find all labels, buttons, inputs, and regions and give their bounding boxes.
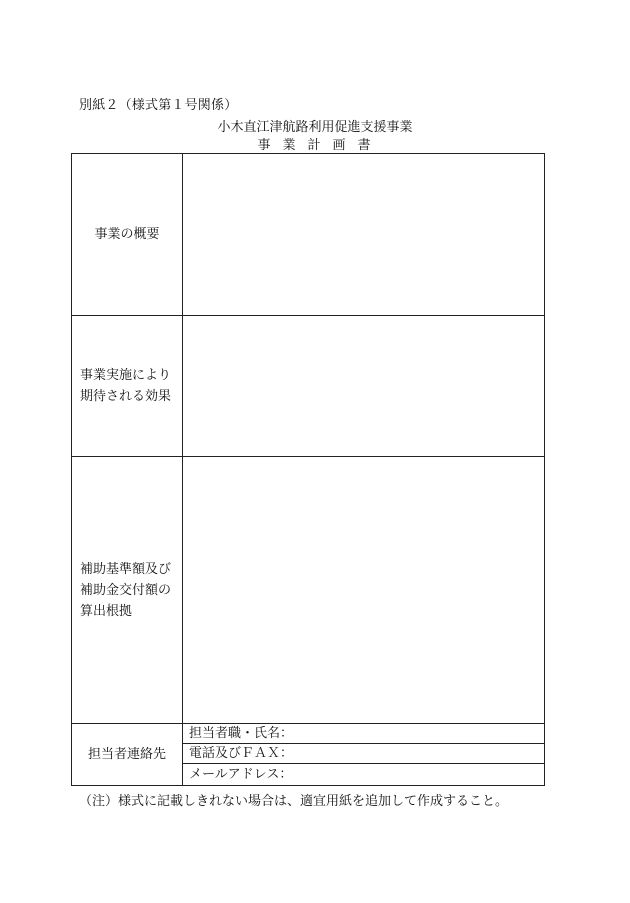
basis-label-line2: 補助金交付額の (80, 582, 172, 598)
contact-label: 担当者連絡先 (87, 747, 166, 762)
effect-label-line2: 期待される効果 (80, 389, 172, 404)
basis-label-cell (72, 457, 183, 723)
form-title: 事業計画書 (257, 138, 383, 153)
business-plan-table (71, 153, 545, 786)
contact-label-cell (72, 724, 183, 785)
effect-row (72, 316, 544, 457)
overview-value-field[interactable] (183, 154, 544, 315)
basis-label (72, 559, 171, 622)
calculation-basis-row (72, 457, 544, 724)
contact-email-field[interactable]: メールアドレス： (189, 767, 293, 782)
contact-row (72, 724, 544, 785)
basis-label-line3: 算出根拠 (80, 603, 133, 619)
contact-fields (183, 724, 544, 785)
effect-label-cell (72, 316, 183, 456)
project-name: 小木直江津航路利用促進支援事業 (217, 120, 413, 135)
overview-row (72, 154, 544, 316)
annex-label: 別紙２（様式第１号関係） (79, 98, 238, 113)
contact-name-field[interactable]: 担当者職・氏名： (183, 724, 544, 744)
effect-label (72, 365, 171, 407)
contact-phone-fax-field[interactable]: 電話及びＦＡＸ： (183, 744, 544, 764)
footnote: （注）様式に記載しきれない場合は、適宜用紙を追加して作成すること。 (79, 794, 509, 809)
effect-label-line1: 事業実施により (80, 368, 172, 383)
basis-label-line1: 補助基準額及び (80, 561, 172, 577)
basis-value-field[interactable] (183, 457, 544, 723)
effect-value-field[interactable] (183, 316, 544, 456)
overview-label: 事業の概要 (94, 227, 160, 242)
overview-label-cell (72, 154, 183, 315)
